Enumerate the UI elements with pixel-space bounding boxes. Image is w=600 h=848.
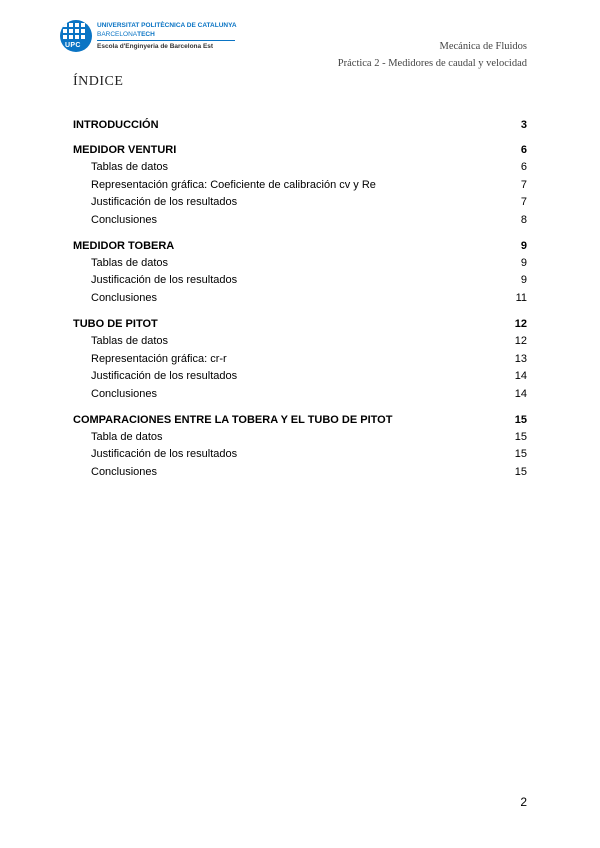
logo-text — [97, 21, 237, 51]
logo-university-name: UNIVERSITAT POLITÈCNICA DE CATALUNYA — [97, 22, 237, 29]
toc-subsection[interactable]: Justificación de los resultados 15 — [91, 448, 527, 461]
logo-school-name: Escola d'Enginyeria de Barcelona Est — [97, 43, 214, 50]
toc-section[interactable]: TUBO DE PITOT 12 — [73, 317, 527, 330]
toc-subsection[interactable]: Representación gráfica: cr-r 13 — [91, 352, 527, 365]
toc-subsection[interactable]: Justificación de los resultados 9 — [91, 274, 527, 287]
logo-divider — [97, 40, 235, 41]
toc-subsection[interactable]: Conclusiones 11 — [91, 292, 527, 305]
toc-subsection[interactable]: Conclusiones 14 — [91, 387, 527, 400]
upc-logo — [60, 20, 237, 52]
toc-subsection[interactable]: Conclusiones 15 — [91, 465, 527, 478]
document-header — [338, 38, 527, 72]
logo-acronym: UPC — [65, 42, 81, 49]
toc-subsection[interactable]: Justificación de los resultados 7 — [91, 196, 527, 209]
toc-subsection[interactable]: Representación gráfica: Coeficiente de calibración cv y Re 7 — [91, 178, 527, 191]
toc-section[interactable]: MEDIDOR VENTURI 6 — [73, 144, 527, 156]
toc-section[interactable]: INTRODUCCIÓN 3 — [73, 119, 527, 131]
toc-subsection[interactable]: Tablas de datos 6 — [91, 161, 527, 173]
toc-section[interactable]: MEDIDOR TOBERA 9 — [73, 239, 527, 252]
toc-subsection[interactable]: Conclusiones 8 — [91, 214, 527, 227]
toc-subsection[interactable]: Tablas de datos 12 — [91, 334, 527, 347]
logo-barcelonatech: BARCELONATECH — [97, 31, 155, 38]
page-number: 2 — [520, 795, 527, 809]
header-practice: Práctica 2 - Medidores de caudal y velocidad — [337, 58, 527, 69]
header-course: Mecánica de Fluidos — [439, 41, 527, 52]
toc-section[interactable]: COMPARACIONES ENTRE LA TOBERA Y EL TUBO DE PITOT 15 — [73, 413, 527, 426]
toc-subsection[interactable]: Justificación de los resultados 14 — [91, 370, 527, 383]
toc-subsection[interactable]: Tablas de datos 9 — [91, 256, 527, 269]
upc-emblem-icon — [60, 20, 92, 52]
toc-subsection[interactable]: Tabla de datos 15 — [91, 430, 527, 443]
index-title: ÍNDICE — [73, 74, 124, 89]
table-of-contents — [73, 116, 527, 482]
